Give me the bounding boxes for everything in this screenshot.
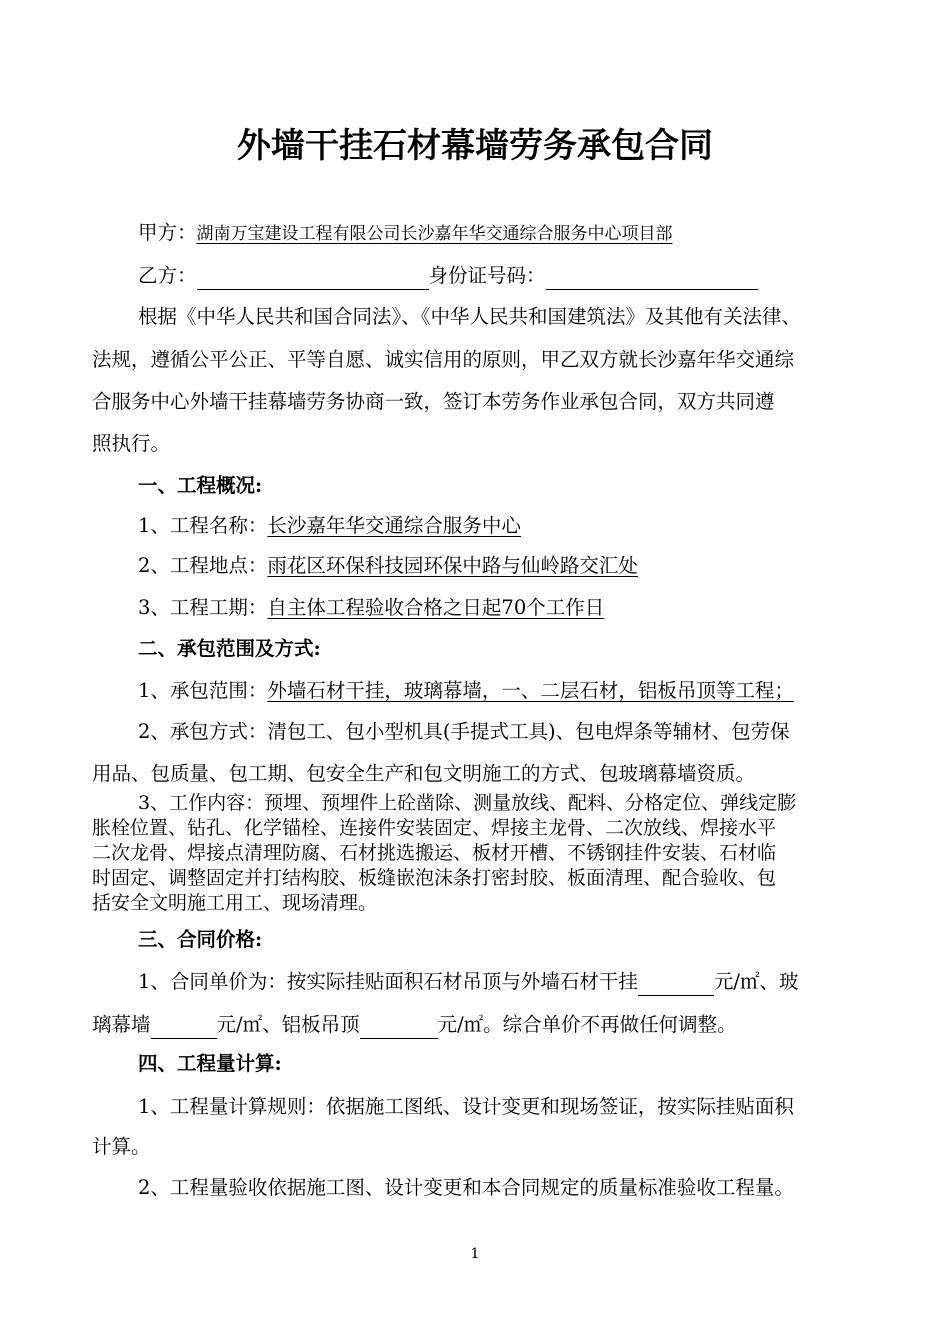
- preamble-line: 合服务中心外墙干挂幕墙劳务协商一致，签订本劳务作业承包合同，双方共同遵: [92, 390, 775, 413]
- price-unit-text: 元/㎡。综合单价不再做任何调整。: [437, 1013, 737, 1036]
- price-text: 璃幕墙: [92, 1013, 151, 1036]
- document-title: 外墙干挂石材幕墙劳务承包合同: [237, 126, 713, 166]
- glass-price-blank[interactable]: [151, 1017, 217, 1039]
- price-line: [138, 968, 799, 996]
- quantity-rule-line: 计算。: [92, 1135, 151, 1158]
- party-b-name-blank[interactable]: [197, 268, 429, 290]
- price-unit-text: 元/㎡、铝板吊顶: [216, 1013, 360, 1036]
- quantity-rule-line: 1、工程量计算规则：依据施工图纸、设计变更和现场签证，按实际挂贴面积: [138, 1095, 794, 1118]
- page-number: 1: [470, 1246, 480, 1262]
- project-period-value: 自主体工程验收合格之日起70个工作日: [267, 596, 605, 619]
- project-period-label: 3、工程工期：: [138, 596, 268, 619]
- section-heading: 四、工程量计算:: [138, 1052, 282, 1075]
- quantity-rule-line: 2、工程量验收依据施工图、设计变更和本合同规定的质量标准验收工程量。: [138, 1176, 794, 1199]
- work-content-line: 二次龙骨、焊接点清理防腐、石材挑选搬运、板材开槽、不锈钢挂件安装、石材临: [92, 842, 777, 864]
- project-site-value: 雨花区环保科技园环保中路与仙岭路交汇处: [267, 554, 638, 577]
- work-content-line: 时固定、调整固定并打结构胶、板缝嵌泡沫条打密封胶、板面清理、配合验收、包: [92, 867, 777, 889]
- project-site-label: 2、工程地点：: [138, 554, 268, 577]
- preamble-line: 照执行。: [92, 432, 171, 455]
- party-a-label: 甲方：: [138, 221, 197, 244]
- preamble-line: 根据《中华人民共和国合同法》、《中华人民共和国建筑法》及其他有关法律、: [138, 305, 802, 328]
- aluminum-price-blank[interactable]: [360, 1017, 438, 1039]
- party-a-value: 湖南万宝建设工程有限公司长沙嘉年华交通综合服务中心项目部: [196, 224, 673, 244]
- stone-price-blank[interactable]: [638, 974, 714, 996]
- price-unit-text: 元/㎡、玻: [713, 970, 799, 993]
- project-period-line: [138, 594, 604, 622]
- id-number-label: 身份证号码：: [428, 264, 546, 287]
- preamble-line: 法规，遵循公平公正、平等自愿、诚实信用的原则，甲乙双方就长沙嘉年华交通综: [92, 348, 795, 371]
- section-heading: 二、承包范围及方式:: [138, 637, 321, 660]
- work-content-line: 胀栓位置、钻孔、化学锚栓、连接件安装固定、焊接主龙骨、二次放线、焊接水平: [92, 817, 777, 839]
- scope-line: [138, 677, 794, 705]
- party-a-line: [138, 219, 673, 248]
- work-content-line: 3、工作内容：预埋、预埋件上砼凿除、测量放线、配料、分格定位、弹线定膨: [138, 792, 797, 814]
- project-name-label: 1、工程名称：: [138, 514, 268, 537]
- price-text: 1、合同单价为：按实际挂贴面积石材吊顶与外墙石材干挂: [138, 970, 638, 993]
- project-name-value: 长沙嘉年华交通综合服务中心: [267, 514, 521, 537]
- scope-label: 1、承包范围：: [138, 679, 268, 702]
- project-name-line: [138, 512, 521, 540]
- price-line: [92, 1011, 737, 1039]
- id-number-blank[interactable]: [546, 268, 758, 290]
- section-heading: 一、工程概况:: [138, 474, 263, 497]
- work-content-line: 括安全文明施工用工、现场清理。: [92, 892, 378, 914]
- mode-line: 2、承包方式：清包工、包小型机具(手提式工具)、包电焊条等辅材、包劳保: [138, 720, 790, 743]
- party-b-line: [138, 262, 758, 290]
- project-site-line: [138, 552, 638, 580]
- section-heading: 三、合同价格:: [138, 928, 263, 951]
- mode-line: 用品、包质量、包工期、包安全生产和包文明施工的方式、包玻璃幕墙资质。: [92, 762, 756, 785]
- scope-value: 外墙石材干挂，玻璃幕墙，一、二层石材，铝板吊顶等工程；: [267, 679, 794, 702]
- party-b-label: 乙方：: [138, 264, 197, 287]
